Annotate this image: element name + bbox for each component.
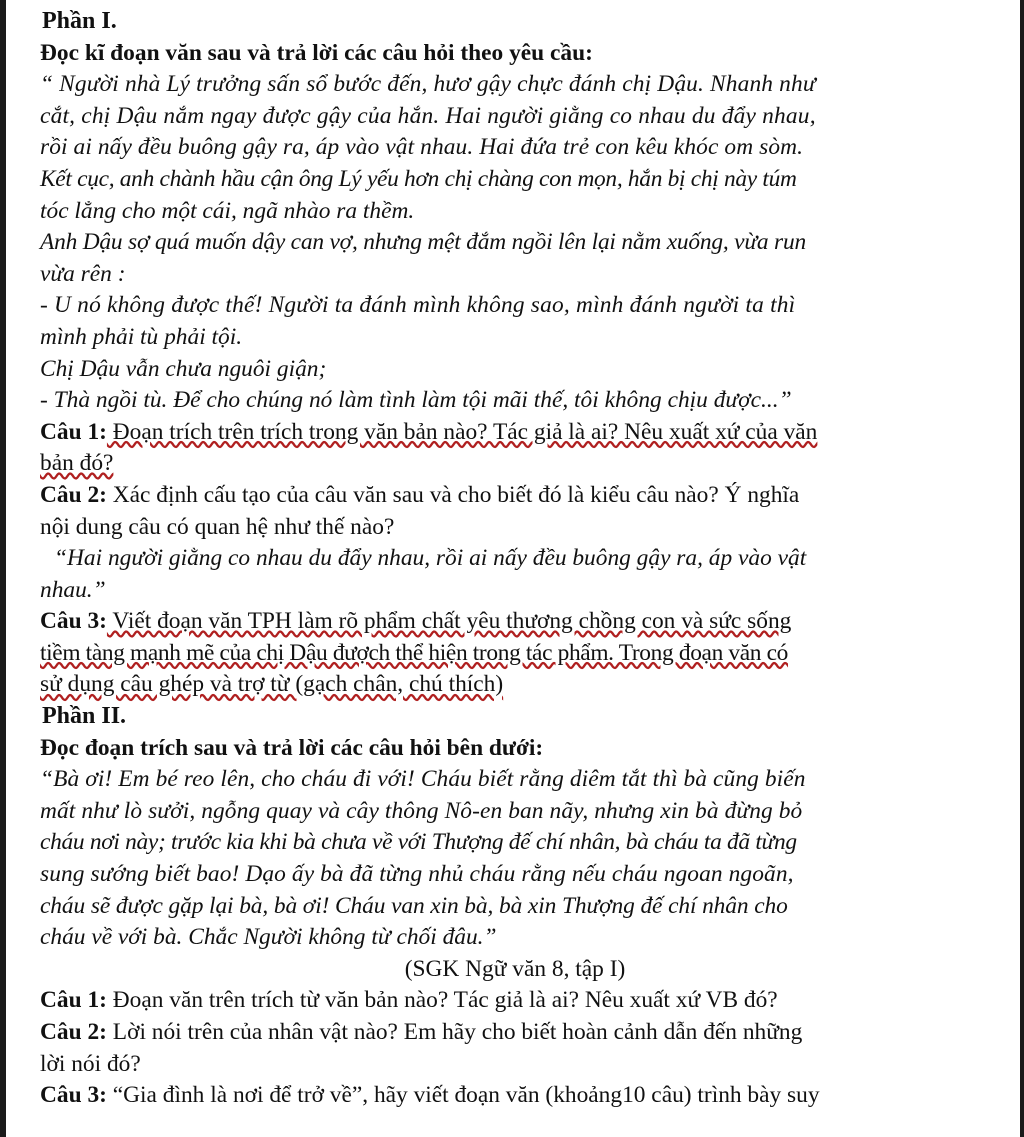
part1-question-2 [40, 480, 990, 606]
passage-line: sung sướng biết bao! Dạo ấy bà đã từng nhủ cháu rằng nếu cháu ngoan ngoãn, [40, 861, 794, 888]
question-label: Câu 3: [40, 608, 107, 635]
question-label: Câu 3: [40, 1082, 107, 1109]
passage-line: mình phải tù phải tội. [40, 323, 243, 350]
passage-line: cháu sẽ được gặp lại bà, bà ơi! Cháu van xin bà, bà xin Thượng đế chí nhân cho [40, 892, 788, 919]
question-text: bản đó? [40, 450, 114, 477]
question-text: Lời nói trên của nhân vật nào? Em hãy cho biết hoàn cảnh dẫn đến những [106, 1019, 803, 1045]
passage-line: Kết cục, anh chành hầu cận ông Lý yếu hơn chị chàng con mọn, hắn bị chị này túm [40, 165, 797, 192]
passage-line: vừa rên : [40, 260, 126, 287]
question-text: Đoạn văn trên trích từ văn bản nào? Tác giả là ai? Nêu xuất xứ VB đó? [106, 987, 778, 1014]
part2-question-2 [40, 1017, 990, 1080]
part2-instruction: Đọc đoạn trích sau và trả lời các câu hỏi bên dưới: [40, 734, 544, 761]
part1-question-3 [40, 606, 990, 701]
question-label: Câu 1: [40, 987, 107, 1014]
question-text: “Gia đình là nơi để trở về”, hãy viết đoạn văn (khoảng10 câu) trình bày suy [106, 1082, 820, 1109]
part2-question-3 [40, 1080, 990, 1112]
part1-question-1 [40, 417, 990, 480]
passage-line: tóc lẳng cho một cái, ngã nhào ra thềm. [40, 197, 415, 224]
passage-line: mất như lò sưởi, ngỗng quay và cây thông Nô-en ban nãy, nhưng xin bà đừng bỏ [40, 797, 803, 824]
quoted-sentence: “Hai người giằng co nhau du đẩy nhau, rồi ai nấy đều buông gậy ra, áp vào vật [54, 545, 807, 572]
passage-line: cháu nơi này; trước kia khi bà chưa về với Thượng đế chí nhân, bà cháu ta đã từng [40, 829, 797, 856]
quoted-sentence: nhau.” [40, 576, 106, 603]
question-text: Viết đoạn văn TPH làm rõ phẩm chất yêu thương chồng con và sức sống [106, 608, 792, 635]
part1-heading: Phần I. [42, 8, 117, 34]
passage-line: “Bà ơi! Em bé reo lên, cho cháu đi với! Cháu biết rằng diêm tắt thì bà cũng biến [40, 766, 806, 793]
passage-line: cắt, chị Dậu nắm ngay được gậy của hắn. Hai người giằng co nhau du đẩy nhau, [40, 102, 816, 129]
question-text: Xác định cấu tạo của câu văn sau và cho biết đó là kiểu câu nào? Ý nghĩa [106, 481, 800, 508]
part2-question-1 [40, 985, 990, 1017]
right-border [1020, 0, 1024, 1137]
passage-line: Chị Dậu vẫn chưa nguôi giận; [40, 355, 327, 382]
part1-instruction: Đọc kĩ đoạn văn sau và trả lời các câu hỏi theo yêu cầu: [40, 39, 593, 66]
question-text: lời nói đó? [40, 1050, 141, 1077]
question-text: tiềm tàng mạnh mẽ của chị Dậu đượch thể hiện trong tác phẩm. Trong đoạn văn có [40, 639, 789, 666]
source-citation: (SGK Ngữ văn 8, tập I) [404, 955, 626, 982]
passage-line: rồi ai nấy đều buông gậy ra, áp vào vật nhau. Hai đứa trẻ con kêu khóc om sòm. [40, 134, 804, 161]
passage-line: cháu về với bà. Chắc Người không từ chối đâu.” [40, 924, 497, 951]
part1-passage [40, 69, 990, 417]
question-label: Câu 1: [40, 418, 107, 445]
part2-heading: Phần II. [42, 703, 127, 730]
passage-line: “ Người nhà Lý trưởng sấn sổ bước đến, hươ gậy chực đánh chị Dậu. Nhanh như [40, 71, 816, 98]
part2-passage [40, 764, 990, 954]
question-text: Đoạn trích trên trích trong văn bản nào? Tác giả là ai? Nêu xuất xứ của văn [106, 418, 818, 445]
question-text: nội dung câu có quan hệ như thế nào? [40, 513, 395, 540]
question-text: sử dụng câu ghép và trợ từ (gạch chân, chú thích) [40, 671, 504, 698]
passage-line: - Thà ngồi tù. Để cho chúng nó làm tình làm tội mãi thế, tôi không chịu được...” [40, 387, 792, 414]
left-border [0, 0, 6, 1137]
passage-line: - U nó không được thế! Người ta đánh mình không sao, mình đánh người ta thì [40, 292, 796, 319]
question-label: Câu 2: [40, 481, 107, 508]
question-label: Câu 2: [40, 1019, 107, 1045]
passage-line: Anh Dậu sợ quá muốn dậy can vợ, nhưng mệt đắm ngồi lên lại nằm xuống, vừa run [40, 229, 806, 256]
